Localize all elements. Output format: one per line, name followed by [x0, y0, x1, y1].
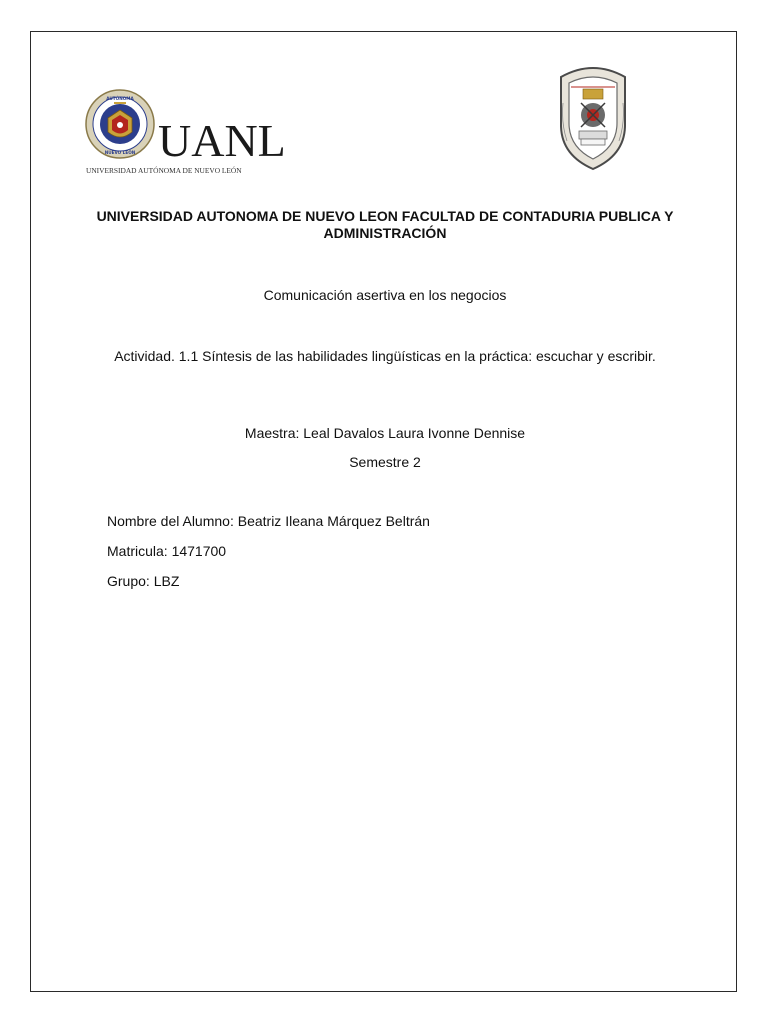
- uanl-subtitle: UNIVERSIDAD AUTÓNOMA DE NUEVO LEÓN: [86, 166, 242, 175]
- uanl-wordmark: UANL: [158, 115, 286, 166]
- facpya-crest-icon: [553, 63, 633, 171]
- document-title: UNIVERSIDAD AUTONOMA DE NUEVO LEON FACULTAD DE CONTADURIA PUBLICA Y ADMINISTRACIÓN: [96, 208, 674, 241]
- teacher-name: Maestra: Leal Davalos Laura Ivonne Dennise: [244, 425, 526, 441]
- semester: Semestre 2: [349, 454, 421, 470]
- student-group: Grupo: LBZ: [107, 573, 180, 589]
- svg-text:NUEVO LEÓN: NUEVO LEÓN: [104, 150, 136, 155]
- uanl-logo: [84, 88, 284, 180]
- activity-name: Actividad. 1.1 Síntesis de las habilidades lingüísticas en la práctica: escuchar y escribir.: [114, 348, 656, 364]
- course-name: Comunicación asertiva en los negocios: [263, 287, 507, 303]
- student-matricula: Matricula: 1471700: [107, 543, 227, 559]
- student-name: Nombre del Alumno: Beatriz Ileana Márquez Beltrán: [107, 513, 430, 529]
- uanl-seal-icon: [84, 88, 156, 160]
- svg-text:AUTÓNOMA: AUTÓNOMA: [106, 96, 134, 101]
